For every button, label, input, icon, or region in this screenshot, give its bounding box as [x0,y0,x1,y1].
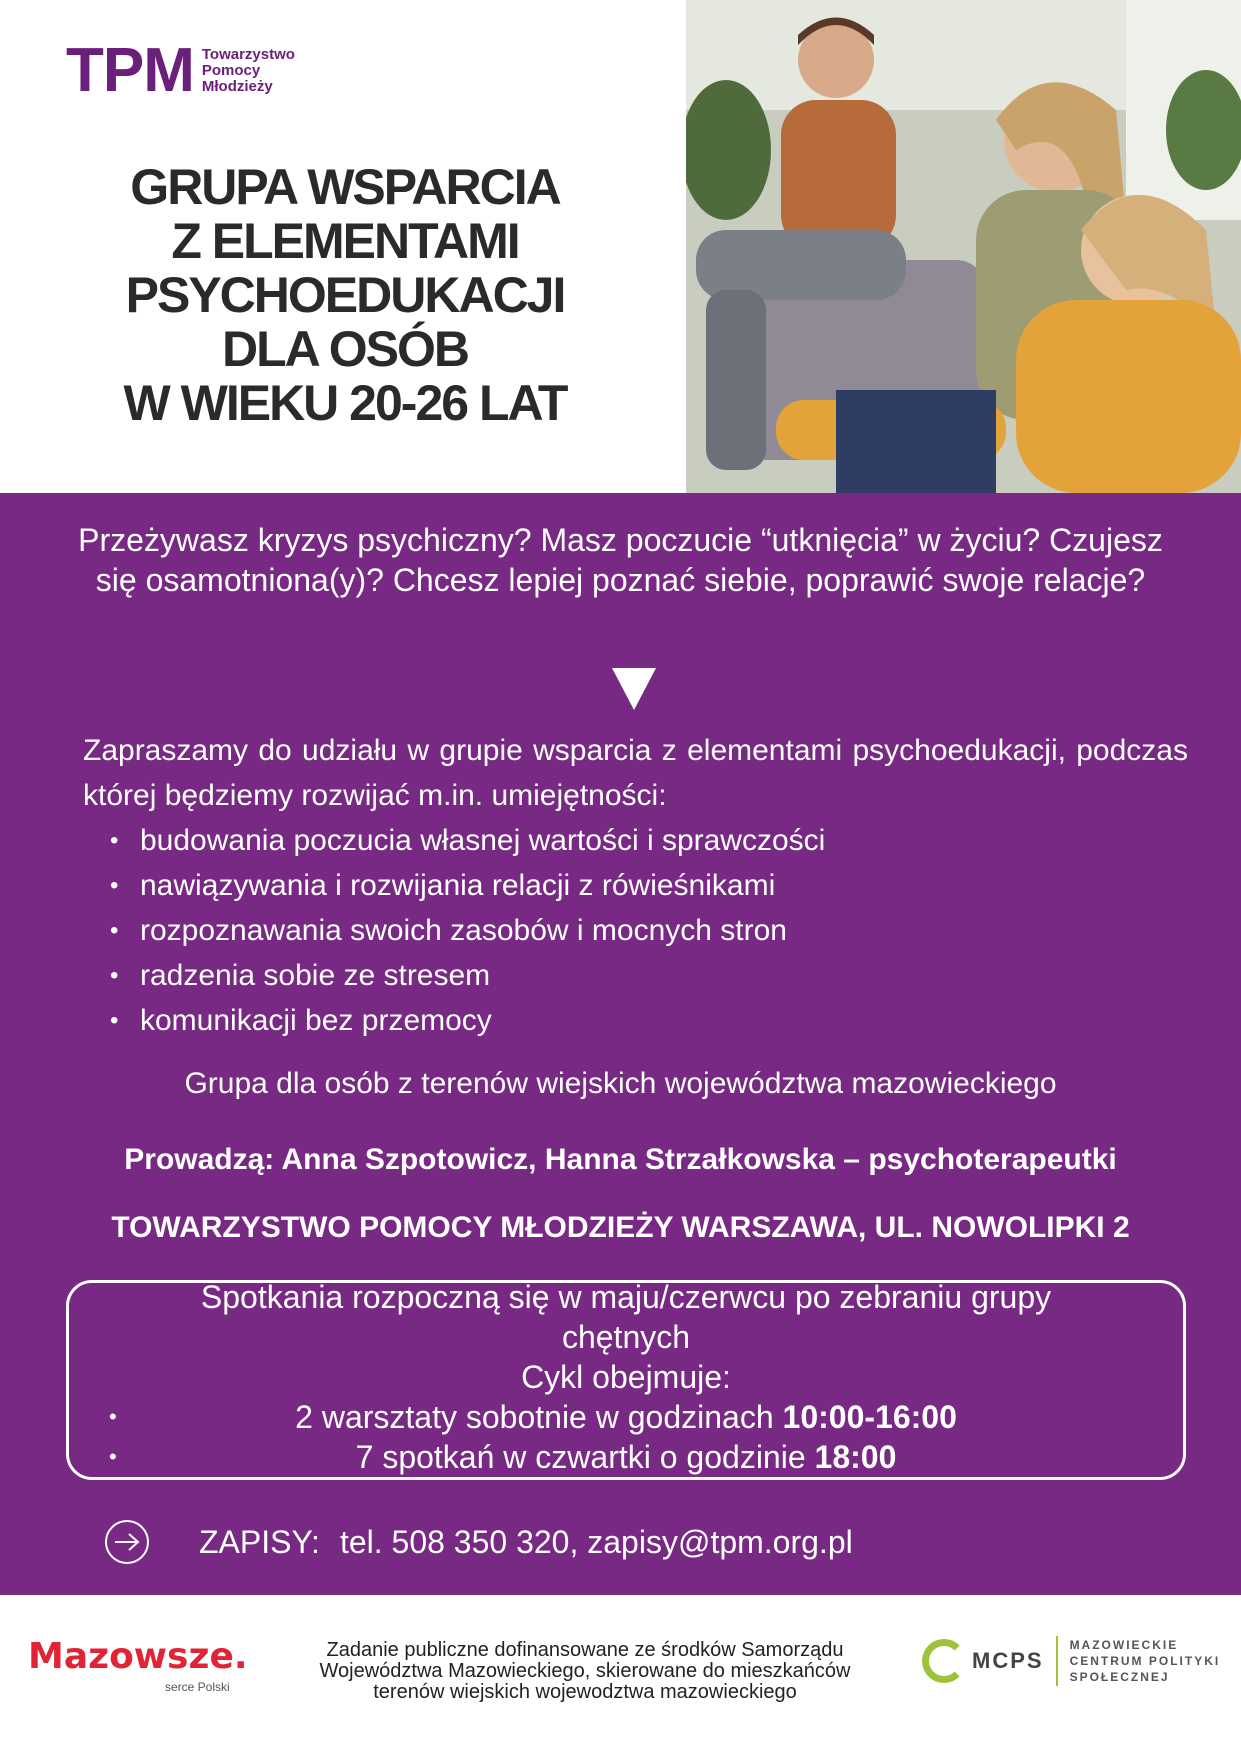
list-item: • rozpoznawania swoich zasobów i mocnych stron [110,908,1110,953]
mcps-mark-icon [922,1639,966,1683]
mazowsze-tagline: serce Polski [165,1680,230,1694]
tpm-logo-mark: TPM [66,36,194,105]
group-note: Grupa dla osób z terenów wiejskich województwa mazowieckiego [184,1067,1057,1100]
mcps-logo: MCPS MAZOWIECKIE CENTRUM POLITYKI SPOŁECZNEJ [922,1636,1220,1686]
address-text: TOWARZYSTWO POMOCY MŁODZIEŻY WARSZAWA, UL. NOWOLIPKI 2 [111,1211,1130,1244]
mcps-name: MAZOWIECKIE CENTRUM POLITYKI SPOŁECZNEJ [1069,1638,1221,1684]
schedule-box [66,1280,1186,1480]
schedule-item: 7 spotkań w czwartki o godzinie 18:00 [355,1439,897,1475]
list-item: • nawiązywania i rozwijania relacji z rówieśnikami [110,863,1110,908]
schedule-line: chętnych [561,1319,691,1355]
mazowsze-logo: Mazowsze. [28,1636,248,1677]
arrow-right-icon [105,1520,149,1564]
hero-photo-illustration [686,0,1241,493]
schedule-line: Spotkania rozpoczną się w maju/czerwcu po zebraniu grupy [200,1279,1052,1315]
invite-text: Zapraszamy do udziału w grupie wsparcia z elementami psychoedukacji, podczas której będziemy rozwijać m.in. umiejętności: [83,734,1188,812]
intro-text: Przeżywasz kryzys psychiczny? Masz poczucie “utknięcia” w życiu? Czujesz się osamotniona(y)? Chcesz lepiej poznać siebie, poprawić swoje relacje? [78,522,1163,598]
funding-note: Zadanie publiczne dofinansowane ze środków Samorządu Województwa Mazowieckiego, skierowane do mieszkańców terenów wiejskich wojewodztwa mazowieckiego [319,1639,851,1703]
mcps-divider [1056,1636,1058,1686]
hero-photo [686,0,1241,493]
skills-list [110,818,1110,1043]
bullet-icon: • [109,1404,117,1429]
signup-label: ZAPISY: [199,1523,320,1560]
list-item: • radzenia sobie ze stresem [110,953,1110,998]
tpm-logo [66,36,295,105]
list-item: • komunikacji bez przemocy [110,998,1110,1043]
leaders-text: Prowadzą: Anna Szpotowicz, Hanna Strzałkowska – psychoterapeutki [124,1143,1117,1176]
signup-row [105,1520,853,1564]
bullet-icon: • [109,1444,117,1469]
signup-contact[interactable]: tel. 508 350 320, zapisy@tpm.org.pl [339,1523,853,1560]
tpm-logo-name: Towarzystwo Pomocy Młodzieży [201,46,295,95]
down-triangle-icon [612,668,656,710]
page-title: GRUPA WSPARCIA Z ELEMENTAMI PSYCHOEDUKACJI DLA OSÓB W WIEKU 20-26 LAT [123,159,567,431]
schedule-item: 2 warsztaty sobotnie w godzinach 10:00-16:00 [295,1399,957,1435]
list-item: • budowania poczucia własnej wartości i sprawczości [110,818,1110,863]
schedule-line: Cykl obejmuje: [521,1359,731,1395]
